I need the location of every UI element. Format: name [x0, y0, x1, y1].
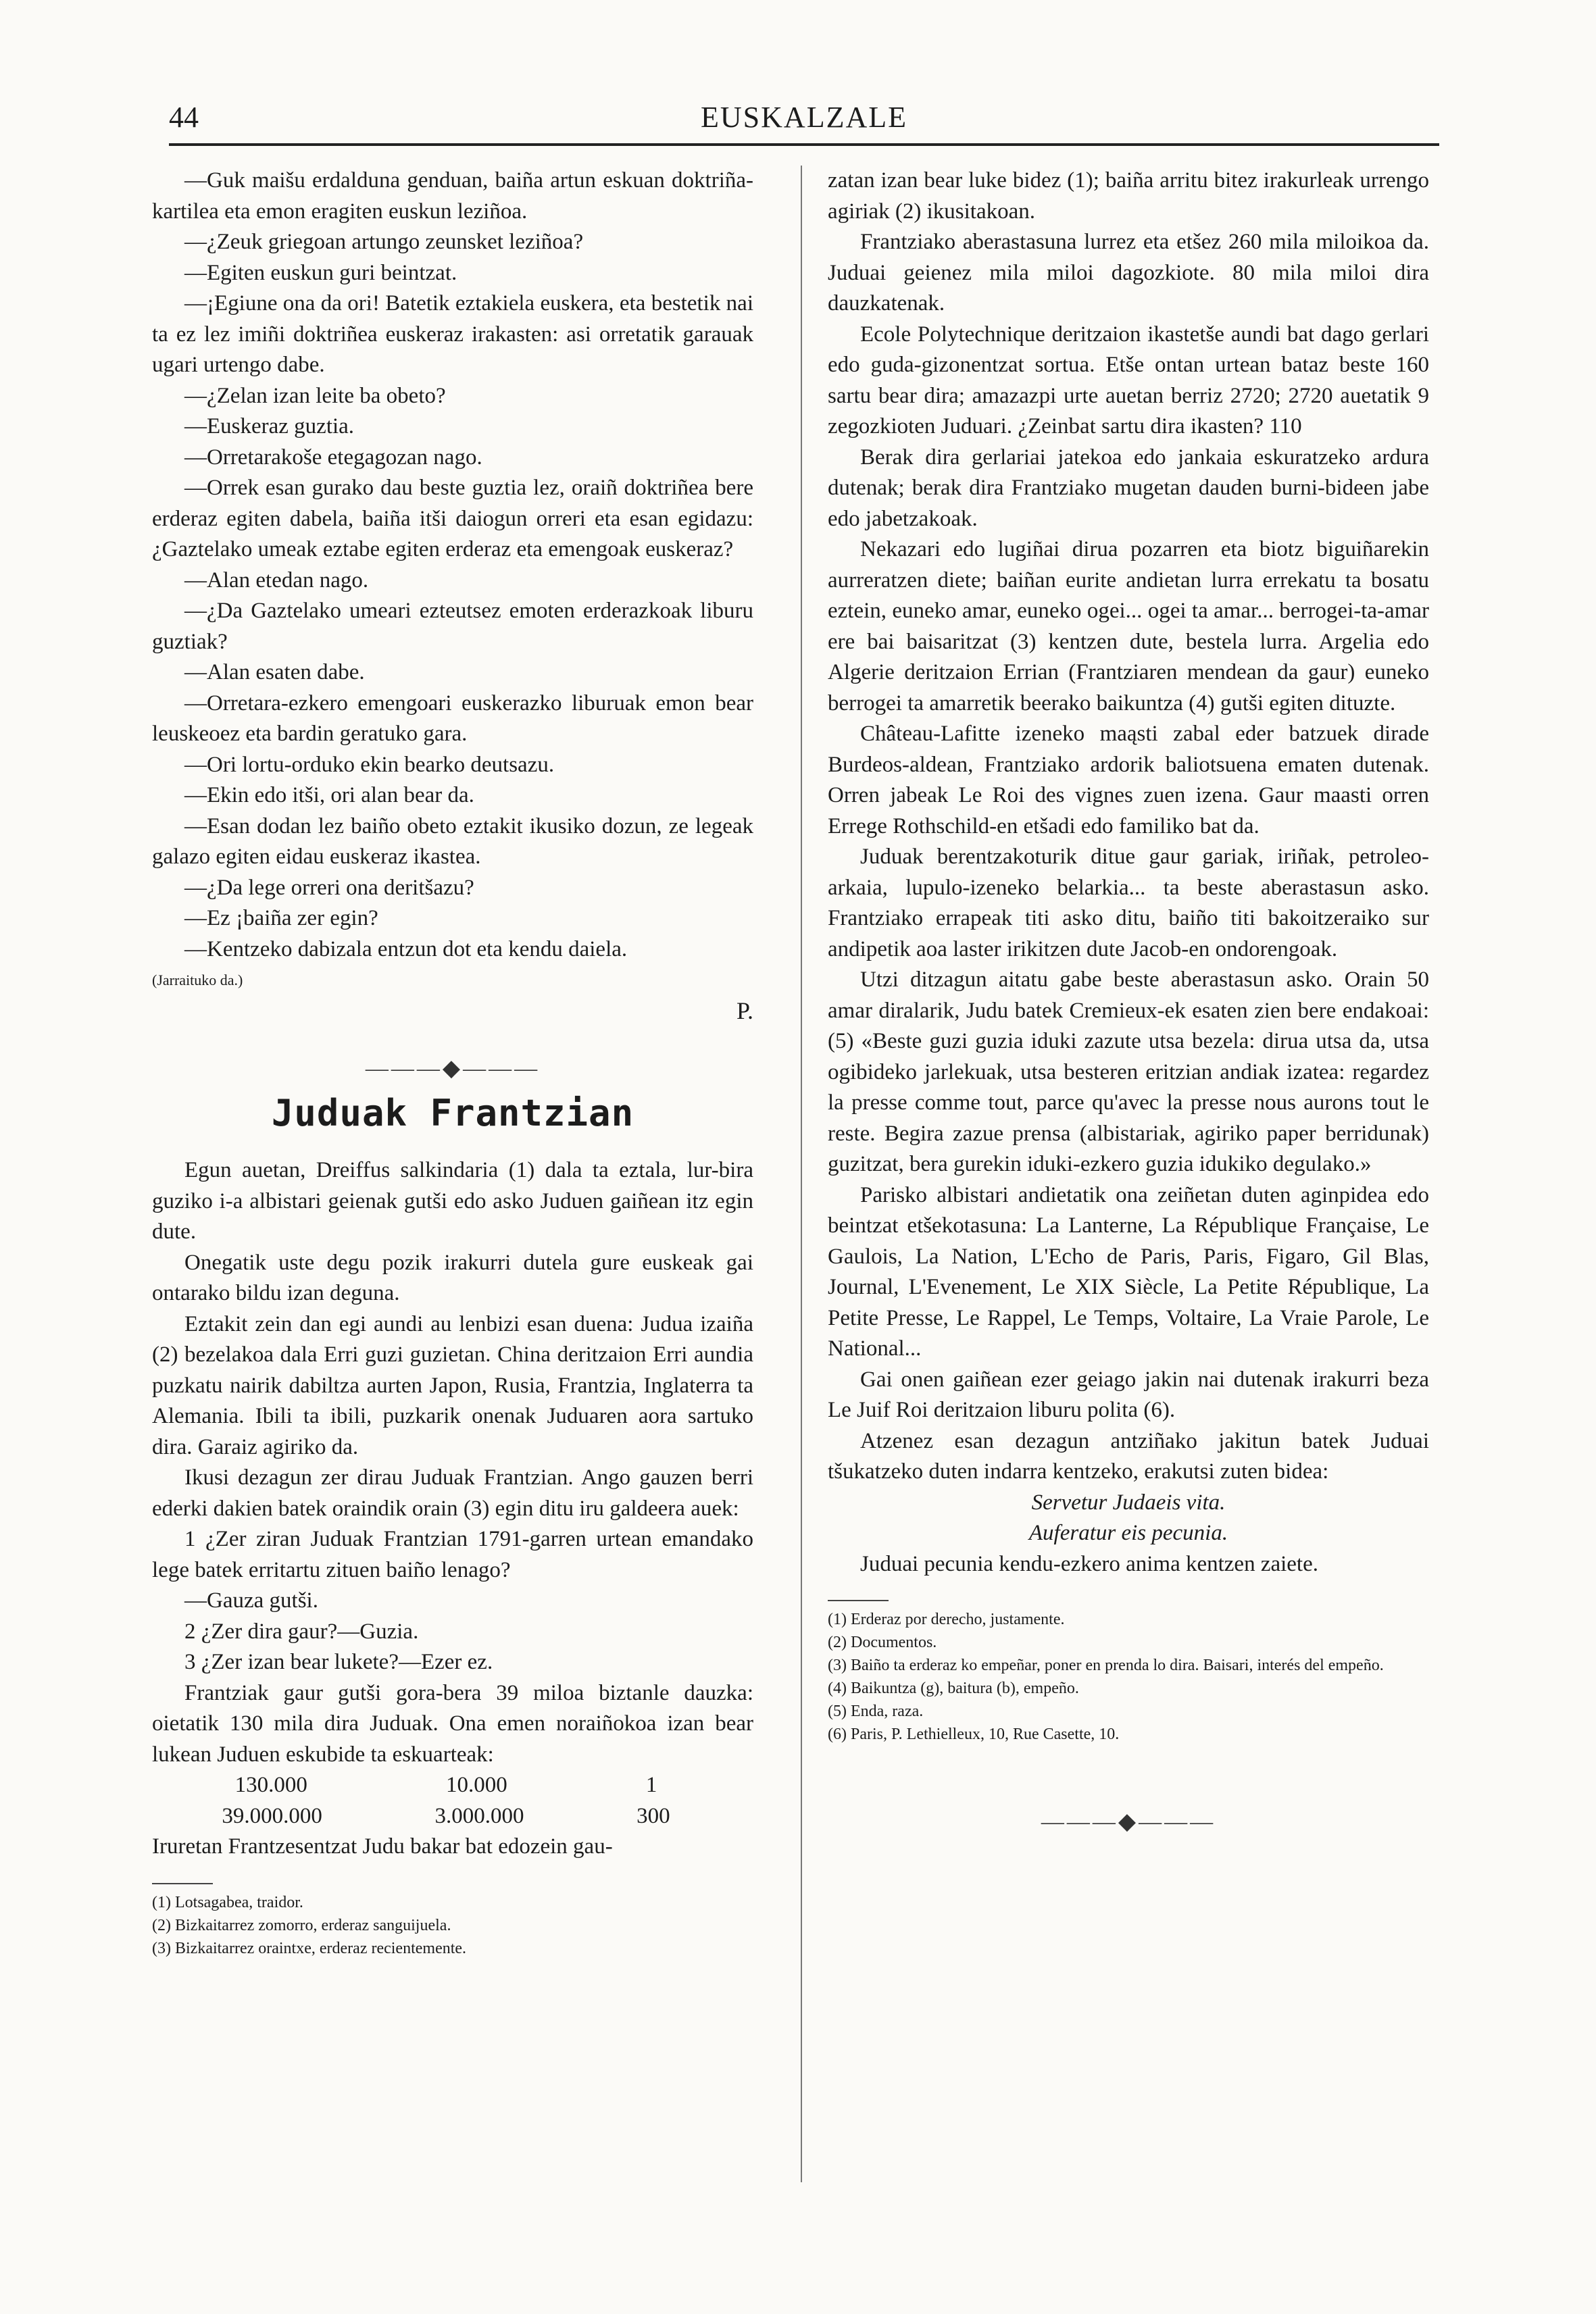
- latin-quote: Auferatur eis pecunia.: [1028, 1521, 1228, 1545]
- article-paragraph: Parisko albistari andietatik ona zeiñetan duten aginpidea edo beintzat etšekotasuna: La Lanterne, La République Française, Le Gaulois, La Nation, L'Echo de Paris, Paris, Figaro, Gil Blas, Journal, L'Evenement, Le XIX Siècle, La Petite République, La Petite Presse, Le Rappel, Le Temps, Voltaire, La Vraie Parole, Le National...: [828, 1182, 1429, 1361]
- dialog-line: —Orrek esan gurako dau beste guztia lez, oraiñ doktriñea bere erderaz egiten dabela, baiña itši daiogun orreri eta esan egidazu: ¿Gaztelako umeak eztabe egiten erderaz eta emengoak euskeraz?: [152, 476, 753, 561]
- dialog-line: —Esan dodan lez baiño obeto eztakit ikusiko dozun, ze legeak galazo egiten eidau euskeraz ikastea.: [152, 813, 753, 869]
- question-line: 1 ¿Zer ziran Juduak Frantzian 1791-garren urtean emandako lege batek erritartu zituen baiño lenago?: [152, 1527, 753, 1582]
- dialog-line: —Guk maišu erdalduna genduan, baiña artun eskuan doktriña-kartilea eta emon eragiten euskun leziñoa.: [152, 168, 753, 224]
- figure-cell: 10.000: [445, 1773, 507, 1797]
- continued-note: (Jarraituko da.): [152, 972, 243, 988]
- footnote-rule: [152, 1883, 213, 1884]
- footnote: (1) Erderaz por derecho, justamente.: [828, 1611, 1065, 1628]
- footnote: (4) Baikuntza (g), baitura (b), empeño.: [828, 1680, 1079, 1697]
- page-number: 44: [169, 101, 199, 134]
- dialog-line: —¡Egiune ona da ori! Batetik eztakiela euskera, eta bestetik nai ta ez lez imiñi doktriñea euskeraz irakasten: asi orretatik garauak ugari urtengo dabe.: [152, 291, 753, 377]
- article-paragraph: Ikusi dezagun zer dirau Juduak Frantzian. Ango gauzen berri ederki dakien batek oraindik orain (3) egin ditu iru galdeera auek:: [152, 1465, 753, 1521]
- figure-cell: 39.000.000: [222, 1803, 322, 1828]
- header-rule: [169, 143, 1439, 146]
- figures-row-1: [152, 1770, 753, 1801]
- question-line: 2 ¿Zer dira gaur?—Guzia.: [184, 1619, 419, 1644]
- dialog-line: —Ori lortu-orduko ekin bearko deutsazu.: [184, 752, 555, 777]
- footnote-rule: [828, 1600, 889, 1601]
- closing-line: Juduai pecunia kendu-ezkero anima kentzen zaiete.: [860, 1551, 1318, 1576]
- dialog-line: —Alan esaten dabe.: [184, 660, 365, 684]
- article-paragraph: Frantziak gaur gutši gora-bera 39 miloa biztanle dauzka: oietatik 130 mila dira Juduak. Ona emen noraiñokoa izan bear lukean Juduen eskubide ta eskuarteak:: [152, 1680, 753, 1767]
- figure-cell: 3.000.000: [434, 1803, 524, 1828]
- dialog-line: —Ekin edo itši, ori alan bear da.: [184, 783, 474, 807]
- dialog-line: —¿Zeuk griegoan artungo zeunsket leziñoa?: [184, 230, 584, 254]
- dialog-line: —¿Da lege orreri ona deritšazu?: [184, 875, 474, 900]
- footnote: (5) Enda, raza.: [828, 1703, 924, 1720]
- question-line: —Gauza gutši.: [184, 1588, 318, 1613]
- article-paragraph: Berak dira gerlariai jatekoa edo jankaia eskuratzeko ardura dutenak; berak dira Frantziako mugetan dauden burni-bideen jabe edo jabetzakoak.: [828, 445, 1429, 531]
- footnote: (3) Bizkaitarrez oraintxe, erderaz recientemente.: [152, 1939, 467, 1957]
- dialog-line: —Ez ¡baiña zer egin?: [184, 906, 378, 930]
- page-header: [169, 100, 1439, 142]
- end-ornament: ———◆———: [1041, 1809, 1216, 1834]
- article-title: Juduak Frantzian: [271, 1091, 634, 1134]
- footnote: (2) Bizkaitarrez zomorro, erderaz sanguijuela.: [152, 1916, 451, 1934]
- dialog-line: —¿Zelan izan leite ba obeto?: [184, 383, 446, 408]
- dialog-line: —Euskeraz guztia.: [184, 414, 355, 438]
- article-paragraph: Utzi ditzagun aitatu gabe beste aberastasun asko. Orain 50 amar diralarik, Judu batek Cremieux-ek esaten zien bere endakoai: (5) «Beste guzi guzia iduki zazute utsa bezela: dirua utsa da, utsa ogibideko jarlekuak, utsa besteren eritzian andiak izatea: regardez la presse comme tout, parce qu'avec la presse nous aurons tout le reste. Begira zazue prensa (albistariak, agiriko paper berridunak) guzitzat, bera gurekin iduki-ezkero guzia idukiko degulako.»: [828, 967, 1429, 1176]
- dialog-line: —Alan etedan nago.: [184, 568, 369, 593]
- article-paragraph: Egun auetan, Dreiffus salkindaria (1) dala ta eztala, lur-bira guziko i-a albistari geienak gutši edo asko Juduen gaiñean itz egin dute.: [152, 1158, 753, 1244]
- section-ornament: ———◆———: [365, 1056, 541, 1081]
- footnote: (2) Documentos.: [828, 1634, 937, 1651]
- dialog-line: —Orretara-ezkero emengoari euskerazko liburuak emon bear leuskeoez eta bardin geratuko gara.: [152, 690, 753, 746]
- figure-cell: 1: [645, 1773, 657, 1797]
- question-line: 3 ¿Zer izan bear lukete?—Ezer ez.: [184, 1650, 493, 1674]
- column-divider: [801, 166, 802, 2182]
- figures-row-2: [152, 1801, 753, 1832]
- article-paragraph: zatan izan bear luke bidez (1); baiña arritu bitez irakurleak urrengo agiriak (2) ikusitakoan.: [828, 168, 1429, 224]
- right-column: [828, 166, 1429, 1838]
- signature: P.: [736, 997, 753, 1024]
- dialog-line: —Orretarakoše etegagozan nago.: [184, 445, 482, 470]
- article-paragraph: Onegatik uste degu pozik irakurri dutela gure euskeak gai ontarako bildu izan deguna.: [152, 1250, 753, 1305]
- footnote: (1) Lotsagabea, traidor.: [152, 1893, 303, 1911]
- left-column: [152, 166, 753, 1960]
- article-paragraph: Nekazari edo lugiñai dirua pozarren eta biotz biguiñarekin aurreratzen diete; baiñan eurite andietan lurra errekatu ta bosatu eztein, euneko amar, euneko ogei... ogei ta amar... berrogei-ta-amar ere bai baisaritzat (3) kentzen dute, bestela lurra. Argelia edo Algerie deritzaion Errian (Frantziaren mendean da gaur) euneko berrogei ta amarretik beerako baikuntza (4) gutši egiten dituzte.: [828, 537, 1429, 715]
- article-paragraph: Eztakit zein dan egi aundi au lenbizi esan duena: Judua izaiña (2) bezelakoa dala Erri guzi guzietan. China deritzaion Erri aundia puzkatu nairik dabiltza aurten Japon, Rusia, Frantzia, Inglaterra ta Alemania. Ibili ta ibili, puzkarik onenak Juduaren aora sartuko dira. Garaiz agiriko da.: [152, 1311, 753, 1459]
- article-paragraph: Château-Lafitte izeneko maąsti zabal eder batzuek dirade Burdeos-aldean, Frantziako ardorik baliotsuena ematen dutenak. Orren jabeak Le Roi des vignes zuen izena. Gaur maasti orren Errege Rothschild-en etšadi edo familiko bat da.: [828, 722, 1429, 838]
- article-paragraph: Iruretan Frantzesentzat Judu bakar bat edozein gau-: [152, 1834, 613, 1859]
- running-title: EUSKALZALE: [701, 101, 907, 134]
- latin-quote: Servetur Judaeis vita.: [1031, 1490, 1226, 1515]
- article-paragraph: Frantziako aberastasuna lurrez eta etšez 260 mila miloikoa da. Juduai geienez mila miloi dagozkiote. 80 mila miloi dira dauzkatenak.: [828, 230, 1429, 316]
- dialog-line: —Egiten euskun guri beintzat.: [184, 260, 457, 285]
- footnote: (3) Baiño ta erderaz ko empeñar, poner en prenda lo dira. Baisari, interés del empeño.: [828, 1657, 1384, 1674]
- dialog-line: —Kentzeko dabizala entzun dot eta kendu daiela.: [184, 936, 628, 961]
- figure-cell: 300: [637, 1803, 670, 1828]
- figure-cell: 130.000: [234, 1773, 307, 1797]
- article-paragraph: Juduak berentzakoturik ditue gaur gariak, iriñak, petroleo-arkaia, lupulo-izeneko belarkia... ta beste aberastasun asko. Frantziako errapeak titi asko ditu, baiño titi bakoitzeraiko sur andipetik aoa laster irikitzen dute Jacob-en ondorengoak.: [828, 845, 1429, 961]
- article-paragraph: Atzenez esan dezagun antziñako jakitun batek Juduai tšukatzeko duten indarra kentzeko, erakutsi zuten bidea:: [828, 1428, 1429, 1484]
- footnote: (6) Paris, P. Lethielleux, 10, Rue Casette, 10.: [828, 1726, 1120, 1743]
- dialog-line: —¿Da Gaztelako umeari ezteutsez emoten erderazkoak liburu guztiak?: [152, 599, 753, 654]
- article-paragraph: Ecole Polytechnique deritzaion ikastetše aundi bat dago gerlari edo guda-gizonentzat sortua. Etše ontan urtean bataz beste 160 sartu bear dira; amazazpi urte auetan berriz 2720; 2720 auetatik 9 zegozkioten Juduari. ¿Zeinbat sartu dira ikasten? 110: [828, 322, 1429, 438]
- article-paragraph: Gai onen gaiñean ezer geiago jakin nai dutenak irakurri beza Le Juif Roi deritzaion liburu polita (6).: [828, 1367, 1429, 1422]
